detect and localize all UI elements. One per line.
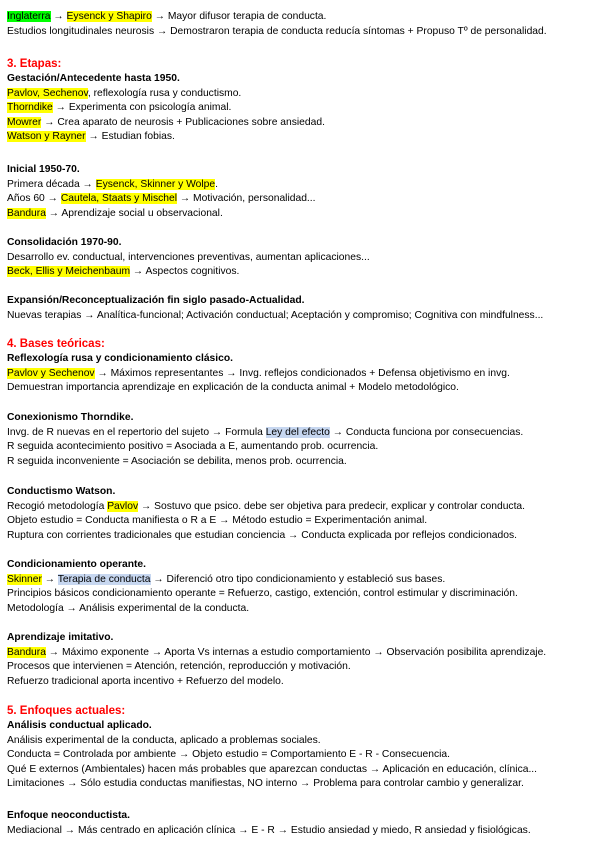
highlight-pavlov: Pavlov xyxy=(107,500,139,512)
highlight-inglaterra: Inglaterra xyxy=(7,11,51,22)
inicial-line-1 xyxy=(7,178,597,193)
subsection-condicionamiento-operante xyxy=(7,558,597,616)
text-span: → Experimenta con psicología animal. xyxy=(52,102,232,113)
highlight-pavlov-y-sechenov: Pavlov y Sechenov xyxy=(7,367,95,379)
watson-line-1 xyxy=(7,500,597,515)
gestacion-line-1 xyxy=(7,87,597,102)
subsection-conexionismo xyxy=(7,411,597,469)
gestacion-line-2 xyxy=(7,101,597,116)
text-span: → Máximos representantes → Invg. reflejos condicionados + Defensa objetivismo en invg. xyxy=(94,367,510,379)
text-span: → Estudian fobias. xyxy=(85,131,175,142)
text-span: → Mayor difusor terapia de conducta. xyxy=(151,11,327,22)
highlight-bandura: Bandura xyxy=(7,207,46,219)
highlight-eysenck-skinner-wolpe: Eysenck, Skinner y Wolpe xyxy=(95,178,216,190)
analisis-line-4: Limitaciones → Sólo estudia conductas manifiestas, NO interno → Problema para controlar cambio y generalizar. xyxy=(7,778,524,789)
text-span: → Crea aparato de neurosis + Publicaciones sobre ansiedad. xyxy=(41,116,325,128)
subsection-inicial xyxy=(7,163,597,221)
subsection-expansion xyxy=(7,294,597,323)
subsection-aprendizaje-imitativo xyxy=(7,631,597,689)
subsection-neoconductista xyxy=(7,809,597,838)
section-4-title: 4. Bases teóricas: xyxy=(7,338,105,350)
text-span: → Aspectos cognitivos. xyxy=(130,266,240,277)
section-4 xyxy=(7,337,597,396)
text-span: Años 60 → xyxy=(7,193,61,204)
highlight-bandura-2: Bandura xyxy=(7,646,46,658)
highlight-cautela-staats-mischel: Cautela, Staats y Mischel xyxy=(60,193,177,204)
expansion-line-1: Nuevas terapias → Analítica-funcional; Activación conductual; Aceptación y compromiso; Cognitiva con mindfulness... xyxy=(7,309,544,321)
subsection-reflexologia-title: Reflexología rusa y condicionamiento clásico. xyxy=(7,353,234,364)
subsection-analisis-conductual-title: Análisis conductual aplicado. xyxy=(7,720,152,731)
text-span: → Conducta funciona por consecuencias. xyxy=(329,426,524,438)
reflexologia-line-1 xyxy=(7,367,597,382)
text-span: → xyxy=(41,573,58,585)
subsection-operante-title: Condicionamiento operante. xyxy=(7,559,147,570)
inicial-line-2 xyxy=(7,192,597,207)
intro-line-1 xyxy=(7,10,597,25)
subsection-consolidacion xyxy=(7,236,597,280)
subsection-imitativo-title: Aprendizaje imitativo. xyxy=(7,632,114,643)
subsection-gestacion-title: Gestación/Antecedente hasta 1950. xyxy=(7,73,180,84)
subsection-inicial-title: Inicial 1950-70. xyxy=(7,164,80,175)
conexionismo-line-2: R seguida acontecimiento positivo = Asociada a E, aumentando prob. ocurrencia. xyxy=(7,441,379,452)
subsection-consolidacion-title: Consolidación 1970-90. xyxy=(7,237,122,248)
text-span: , reflexología rusa y conductismo. xyxy=(87,87,242,99)
highlight-terapia-de-conducta: Terapia de conducta xyxy=(57,573,151,585)
highlight-skinner: Skinner xyxy=(7,573,42,585)
watson-line-3: Ruptura con corrientes tradicionales que estudian conciencia → Conducta explicada por reflejos condicionados. xyxy=(7,529,517,541)
analisis-line-1: Análisis experimental de la conducta, aplicado a problemas sociales. xyxy=(7,734,321,746)
inicial-line-3 xyxy=(7,207,597,222)
text-span: → xyxy=(50,11,67,22)
subsection-conductismo-watson xyxy=(7,485,597,543)
subsection-watson-title: Conductismo Watson. xyxy=(7,486,116,497)
highlight-thorndike: Thorndike xyxy=(7,102,53,113)
analisis-line-2: Conducta = Controlada por ambiente → Objeto estudio = Comportamiento E - R - Consecuencia. xyxy=(7,749,451,760)
section-5-title: 5. Enfoques actuales: xyxy=(7,705,126,717)
text-span: → Máximo exponente → Aporta Vs internas a estudio comportamiento → Observación posibilita aprendizaje. xyxy=(45,646,547,658)
operante-line-3: Metodología → Análisis experimental de la conducta. xyxy=(7,602,250,614)
watson-line-2: Objeto estudio = Conducta manifiesta o R a E → Método estudio = Experimentación animal. xyxy=(7,515,428,526)
consolidacion-line-2 xyxy=(7,265,597,280)
subsection-expansion-title: Expansión/Reconceptualización fin siglo pasado-Actualidad. xyxy=(7,295,305,306)
highlight-mowrer: Mowrer xyxy=(7,116,42,128)
consolidacion-line-1: Desarrollo ev. conductual, intervenciones preventivas, aumentan aplicaciones... xyxy=(7,251,370,263)
text-span: . xyxy=(215,178,219,190)
subsection-conexionismo-title: Conexionismo Thorndike. xyxy=(7,412,134,423)
highlight-beck-ellis-meichenbaum: Beck, Ellis y Meichenbaum xyxy=(7,266,131,277)
intro-block xyxy=(7,10,597,39)
reflexologia-line-2: Demuestran importancia aprendizaje en explicación de la conducta animal + Modelo metodológico. xyxy=(7,382,459,393)
section-3-title: 3. Etapas: xyxy=(7,58,62,70)
imitativo-line-1 xyxy=(7,646,597,661)
conexionismo-line-3: R seguida inconveniente = Asociación se debilita, menos prob. ocurrencia. xyxy=(7,455,347,467)
neoconductista-line-1: Mediacional → Más centrado en aplicación clínica → E - R → Estudio ansiedad y miedo, R ansiedad y fisiológicas. xyxy=(7,824,531,836)
section-3 xyxy=(7,57,597,145)
operante-line-1 xyxy=(7,573,597,588)
gestacion-line-3 xyxy=(7,116,597,131)
analisis-line-3: Qué E externos (Ambientales) hacen más probables que aparezcan conductas → Aplicación en educación, clínica... xyxy=(7,763,538,775)
gestacion-line-4 xyxy=(7,130,597,145)
operante-line-2: Principios básicos condicionamiento operante = Refuerzo, castigo, extención, control estimular y discriminación. xyxy=(7,588,518,599)
highlight-pavlov-sechenov: Pavlov, Sechenov xyxy=(7,87,88,99)
text-span: Invg. de R nuevas en el repertorio del sujeto → Formula xyxy=(7,426,266,438)
text-span: → Diferenció otro tipo condicionamiento y estableció sus bases. xyxy=(150,573,446,585)
highlight-ley-del-efecto: Ley del efecto xyxy=(265,426,330,438)
conexionismo-line-1 xyxy=(7,426,597,441)
text-span: Recogió metodología xyxy=(7,500,108,512)
imitativo-line-2: Procesos que intervienen = Atención, retención, reproducción y motivación. xyxy=(7,661,351,672)
text-span: → Sostuvo que psico. debe ser objetiva para predecir, explicar y controlar conducta. xyxy=(138,500,526,512)
highlight-eysenck-shapiro: Eysenck y Shapiro xyxy=(66,11,152,22)
highlight-watson-rayner: Watson y Rayner xyxy=(7,131,86,142)
intro-line-2: Estudios longitudinales neurosis → Demostraron terapia de conducta reducía síntomas + Propuso Tº de personalidad. xyxy=(7,25,547,37)
section-5 xyxy=(7,704,597,792)
text-span: Primera década → xyxy=(7,178,96,190)
text-span: → Motivación, personalidad... xyxy=(177,193,316,204)
text-span: → Aprendizaje social u observacional. xyxy=(45,207,223,219)
subsection-neoconductista-title: Enfoque neoconductista. xyxy=(7,810,130,821)
imitativo-line-3: Refuerzo tradicional aporta incentivo + Refuerzo del modelo. xyxy=(7,675,284,687)
